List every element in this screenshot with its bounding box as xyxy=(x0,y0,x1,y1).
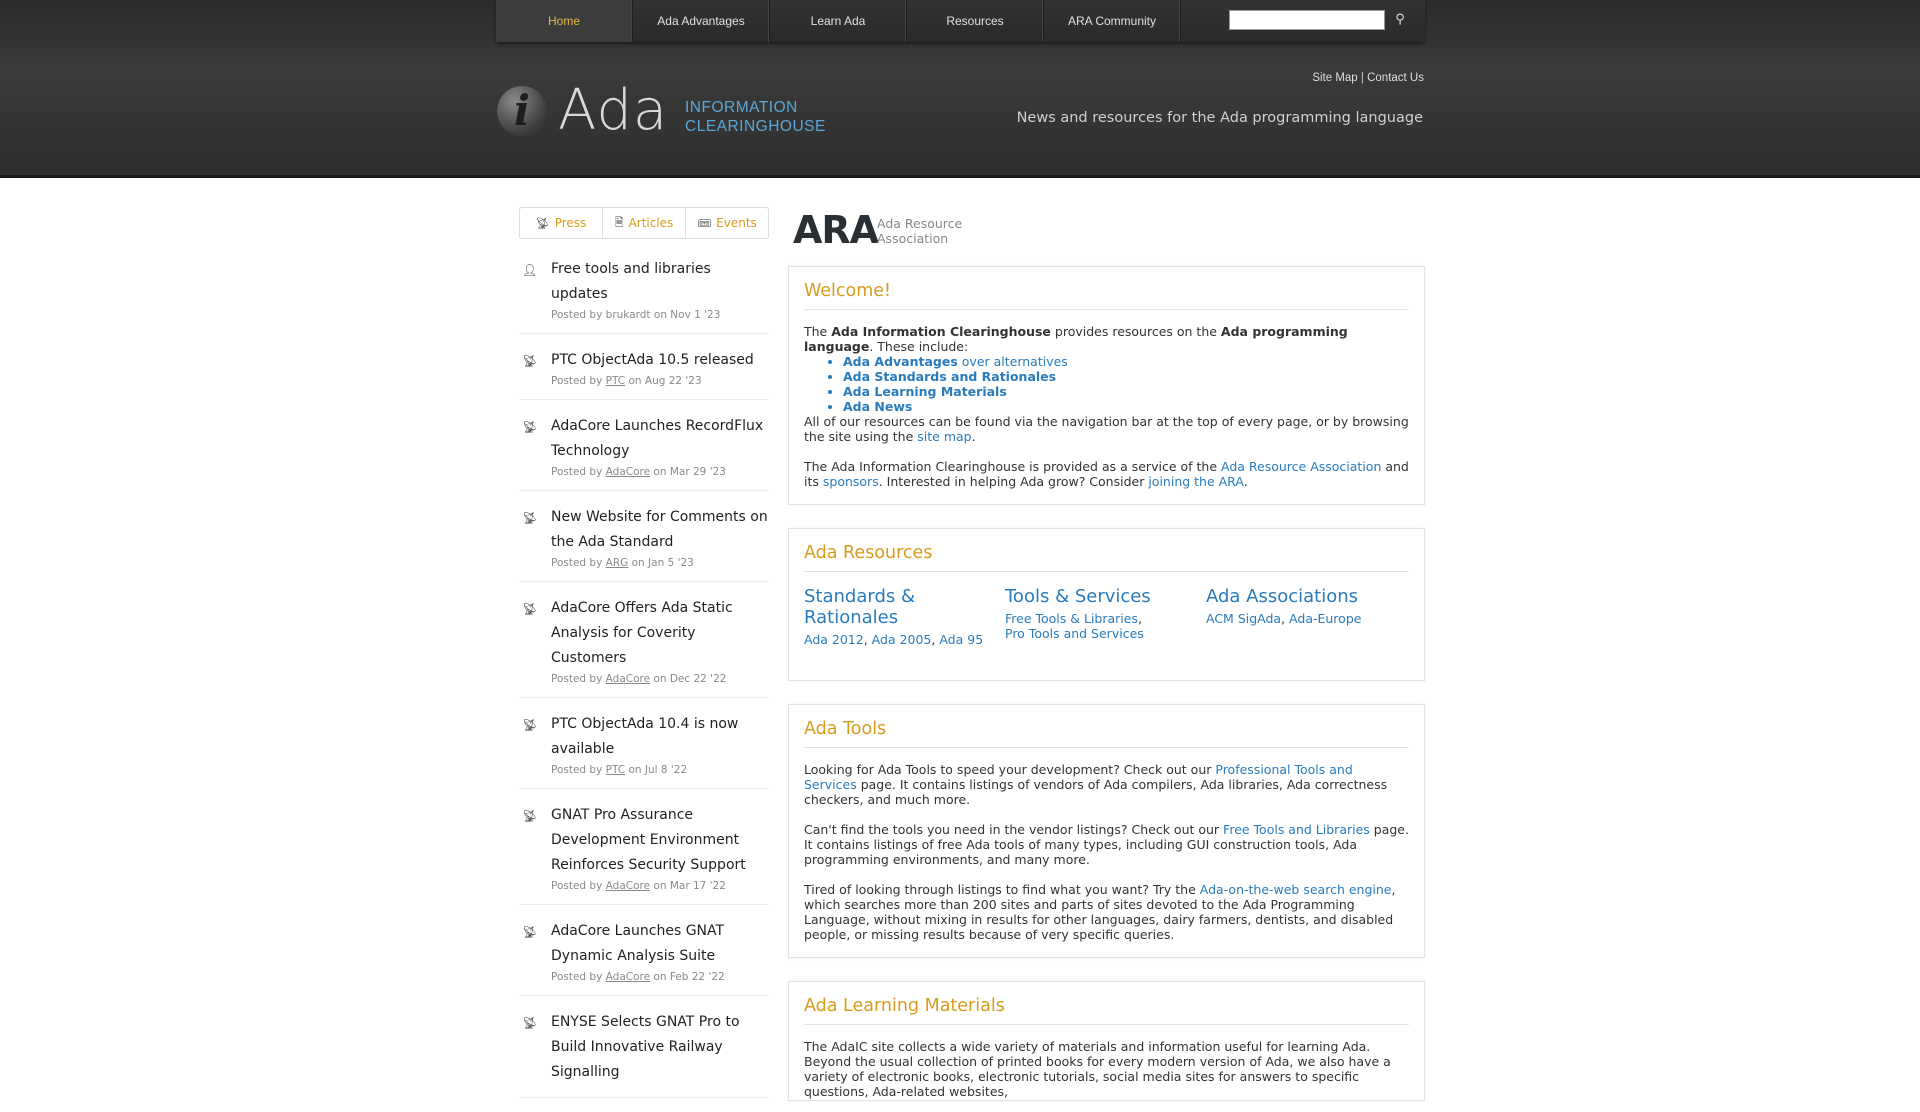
welcome-intro: The Ada Information Clearinghouse provides resources on the Ada programming language. These include: xyxy=(804,324,1348,354)
news-author[interactable]: ARG xyxy=(605,557,629,569)
welcome-navigation-text: All of our resources can be found via the navigation bar at the top of every page, or by browsing the site using the site map. xyxy=(804,414,1409,444)
welcome-list xyxy=(843,354,1409,414)
news-title[interactable]: PTC ObjectAda 10.4 is now available xyxy=(551,716,739,757)
news-title[interactable]: GNAT Pro Assurance Development Environment Reinforces Security Support xyxy=(551,807,746,873)
news-author[interactable]: AdaCore xyxy=(605,971,651,983)
acm-sigada-link[interactable]: ACM SigAda xyxy=(1206,611,1282,626)
pro-tools-link[interactable]: Pro Tools and Services xyxy=(1005,626,1144,641)
ada-2012-link[interactable]: Ada 2012 xyxy=(804,632,864,647)
join-ara-link[interactable]: joining the ARA xyxy=(1148,474,1244,489)
news-meta: Posted by PTC on Jul 8 '22 xyxy=(551,764,688,776)
search-icon[interactable]: ⚲ xyxy=(1395,12,1405,27)
list-item xyxy=(519,348,769,400)
nav-home[interactable]: Home xyxy=(496,0,633,42)
logo-subtitle-line2: CLEARINGHOUSE xyxy=(685,118,826,135)
site-header xyxy=(0,0,1920,178)
list-item xyxy=(519,257,769,334)
antenna-icon: 📡︎ xyxy=(535,216,550,230)
search-input[interactable] xyxy=(1229,10,1385,30)
news-title[interactable]: AdaCore Launches GNAT Dynamic Analysis Suite xyxy=(551,923,725,964)
search-engine-link[interactable]: Ada-on-the-web search engine xyxy=(1199,882,1392,897)
news-meta: Posted by PTC on Aug 22 '23 xyxy=(551,375,702,387)
ara-logo-subtext: Ada Resource Association xyxy=(877,216,963,246)
ada-95-link[interactable]: Ada 95 xyxy=(939,632,984,647)
tools-title: Ada Tools xyxy=(804,719,1409,748)
antenna-icon: 📡︎ xyxy=(522,511,538,525)
tools-heading[interactable]: Tools & Services xyxy=(1005,586,1151,607)
list-item[interactable]: • Ada Standards and Rationales xyxy=(843,369,1409,384)
person-icon: 👤︎ xyxy=(522,263,538,277)
news-author[interactable]: AdaCore xyxy=(605,466,651,478)
logo-subtitle xyxy=(685,98,826,136)
resources-columns xyxy=(804,586,1409,647)
utility-links xyxy=(1312,72,1424,84)
welcome-service-text: The Ada Information Clearinghouse is provided as a service of the Ada Resource Association and its sponsors. Interested in helping Ada grow? Consider joining the ARA. xyxy=(804,459,1409,489)
list-item xyxy=(519,919,769,996)
list-item xyxy=(519,803,769,905)
site-map-link[interactable]: Site Map xyxy=(1312,72,1358,84)
tools-panel xyxy=(788,704,1425,958)
site-map-inline-link[interactable]: site map xyxy=(917,429,972,444)
learning-panel xyxy=(788,981,1425,1101)
nav-ara-community[interactable]: ARA Community xyxy=(1044,0,1181,42)
logo-i-icon[interactable]: i xyxy=(497,86,547,136)
antenna-icon: 📡︎ xyxy=(522,354,538,368)
resources-col-standards: Standards & Rationales Ada 2012, Ada 2005, Ada 95 xyxy=(804,586,1005,647)
welcome-title: Welcome! xyxy=(804,281,1409,310)
welcome-panel xyxy=(788,266,1425,505)
ticket-icon: 🎟︎ xyxy=(697,216,712,230)
nav-ada-advantages[interactable]: Ada Advantages xyxy=(633,0,770,42)
news-title[interactable]: ENYSE Selects GNAT Pro to Build Innovative Railway Signalling xyxy=(551,1014,740,1080)
antenna-icon: 📡︎ xyxy=(522,718,538,732)
news-author[interactable]: AdaCore xyxy=(605,673,651,685)
list-item xyxy=(519,1010,769,1098)
news-author[interactable]: AdaCore xyxy=(605,880,651,892)
tools-paragraph-1: Looking for Ada Tools to speed your development? Check out our Professional Tools and Services page. It contains listings of vendors of Ada compilers, Ada libraries, Ada correctness checkers, and much more. xyxy=(804,762,1388,807)
news-author[interactable]: PTC xyxy=(605,764,626,776)
utility-separator: | xyxy=(1360,72,1364,84)
news-title[interactable]: Free tools and libraries updates xyxy=(551,261,711,302)
news-meta: Posted by brukardt on Nov 1 '23 xyxy=(551,309,721,321)
antenna-icon: 📡︎ xyxy=(522,420,538,434)
antenna-icon: 📡︎ xyxy=(522,925,538,939)
free-tools-link[interactable]: Free Tools & Libraries xyxy=(1005,611,1138,626)
pro-tools-inline-link[interactable]: Professional Tools and Services xyxy=(804,762,1353,792)
resources-panel xyxy=(788,528,1425,681)
news-meta: Posted by AdaCore on Mar 29 '23 xyxy=(551,466,726,478)
resources-col-associations: Ada Associations ACM SigAda, Ada-Europe xyxy=(1206,586,1407,647)
nav-resources[interactable]: Resources xyxy=(907,0,1044,42)
nav-learn-ada[interactable]: Learn Ada xyxy=(770,0,907,42)
news-meta: Posted by AdaCore on Mar 17 '22 xyxy=(551,880,726,892)
ara-logo[interactable] xyxy=(793,208,963,252)
news-meta: Posted by AdaCore on Dec 22 '22 xyxy=(551,673,727,685)
news-list xyxy=(519,257,769,1112)
tab-events[interactable] xyxy=(686,208,768,238)
resources-col-tools: Tools & Services Free Tools & Libraries, Pro Tools and Services xyxy=(1005,586,1206,647)
ara-logo-text: ARA xyxy=(793,208,879,252)
ara-link[interactable]: Ada Resource Association xyxy=(1221,459,1382,474)
tab-press[interactable] xyxy=(520,208,603,238)
tab-press-label: Press xyxy=(554,216,587,230)
learning-title: Ada Learning Materials xyxy=(804,996,1409,1025)
document-icon: 🗎 xyxy=(614,215,624,229)
news-title[interactable]: AdaCore Launches RecordFlux Technology xyxy=(551,418,764,459)
antenna-icon: 📡︎ xyxy=(522,602,538,616)
news-meta: Posted by ARG on Jan 5 '23 xyxy=(551,557,694,569)
list-item xyxy=(519,505,769,582)
logo-wordmark[interactable]: Ada xyxy=(558,78,669,143)
tab-events-label: Events xyxy=(716,216,757,230)
list-item[interactable]: • Ada Learning Materials xyxy=(843,384,1409,399)
ada-europe-link[interactable]: Ada-Europe xyxy=(1289,611,1362,626)
resources-title: Ada Resources xyxy=(804,543,1409,572)
list-item xyxy=(519,712,769,789)
antenna-icon: 📡︎ xyxy=(522,1016,538,1030)
learning-paragraph: The AdaIC site collects a wide variety of materials and information useful for learning Ada. Beyond the usual collection of printed books for every modern version of Ada, we also have a variety of electronic books, electronic tutorials, social media sites for answers to specific questions, Ada-related websites, xyxy=(804,1039,1391,1099)
news-author: brukardt xyxy=(605,309,651,321)
contact-us-link[interactable]: Contact Us xyxy=(1367,72,1424,84)
list-item[interactable]: • Ada News xyxy=(843,399,1409,414)
list-item xyxy=(519,596,769,698)
news-title[interactable]: AdaCore Offers Ada Static Analysis for Coverity Customers xyxy=(551,600,733,666)
list-item[interactable]: • Ada Advantages over alternatives xyxy=(843,354,1409,369)
standards-heading[interactable]: Standards & Rationales xyxy=(804,586,916,628)
sponsors-link[interactable]: sponsors xyxy=(822,474,879,489)
news-tabs xyxy=(519,207,769,239)
site-tagline: News and resources for the Ada programming language xyxy=(1016,110,1423,126)
news-title[interactable]: PTC ObjectAda 10.5 released xyxy=(551,352,754,368)
free-tools-inline-link[interactable]: Free Tools and Libraries xyxy=(1223,822,1370,837)
tab-articles-label: Articles xyxy=(628,216,674,230)
news-title[interactable]: New Website for Comments on the Ada Standard xyxy=(551,509,768,550)
ada-2005-link[interactable]: Ada 2005 xyxy=(871,632,932,647)
antenna-icon: 📡︎ xyxy=(522,809,538,823)
list-item xyxy=(519,414,769,491)
tools-paragraph-3: Tired of looking through listings to find what you want? Try the Ada-on-the-web search engine, which searches more than 200 sites and parts of sites devoted to the Ada Programming Language, without mixing in results for other languages, dairy farmers, dentists, and disabled people, or missing results because of very specific queries. xyxy=(804,882,1396,942)
associations-heading[interactable]: Ada Associations xyxy=(1206,586,1359,607)
logo-subtitle-line1: INFORMATION xyxy=(685,99,798,116)
news-author[interactable]: PTC xyxy=(605,375,626,387)
main-nav xyxy=(496,0,1425,42)
tab-articles[interactable] xyxy=(603,208,686,238)
tools-paragraph-2: Can't find the tools you need in the vendor listings? Check out our Free Tools and Libraries page. It contains listings of free Ada tools of many types, including GUI construction tools, Ada programming environments, and many more. xyxy=(804,822,1409,867)
news-meta: Posted by AdaCore on Feb 22 '22 xyxy=(551,971,725,983)
